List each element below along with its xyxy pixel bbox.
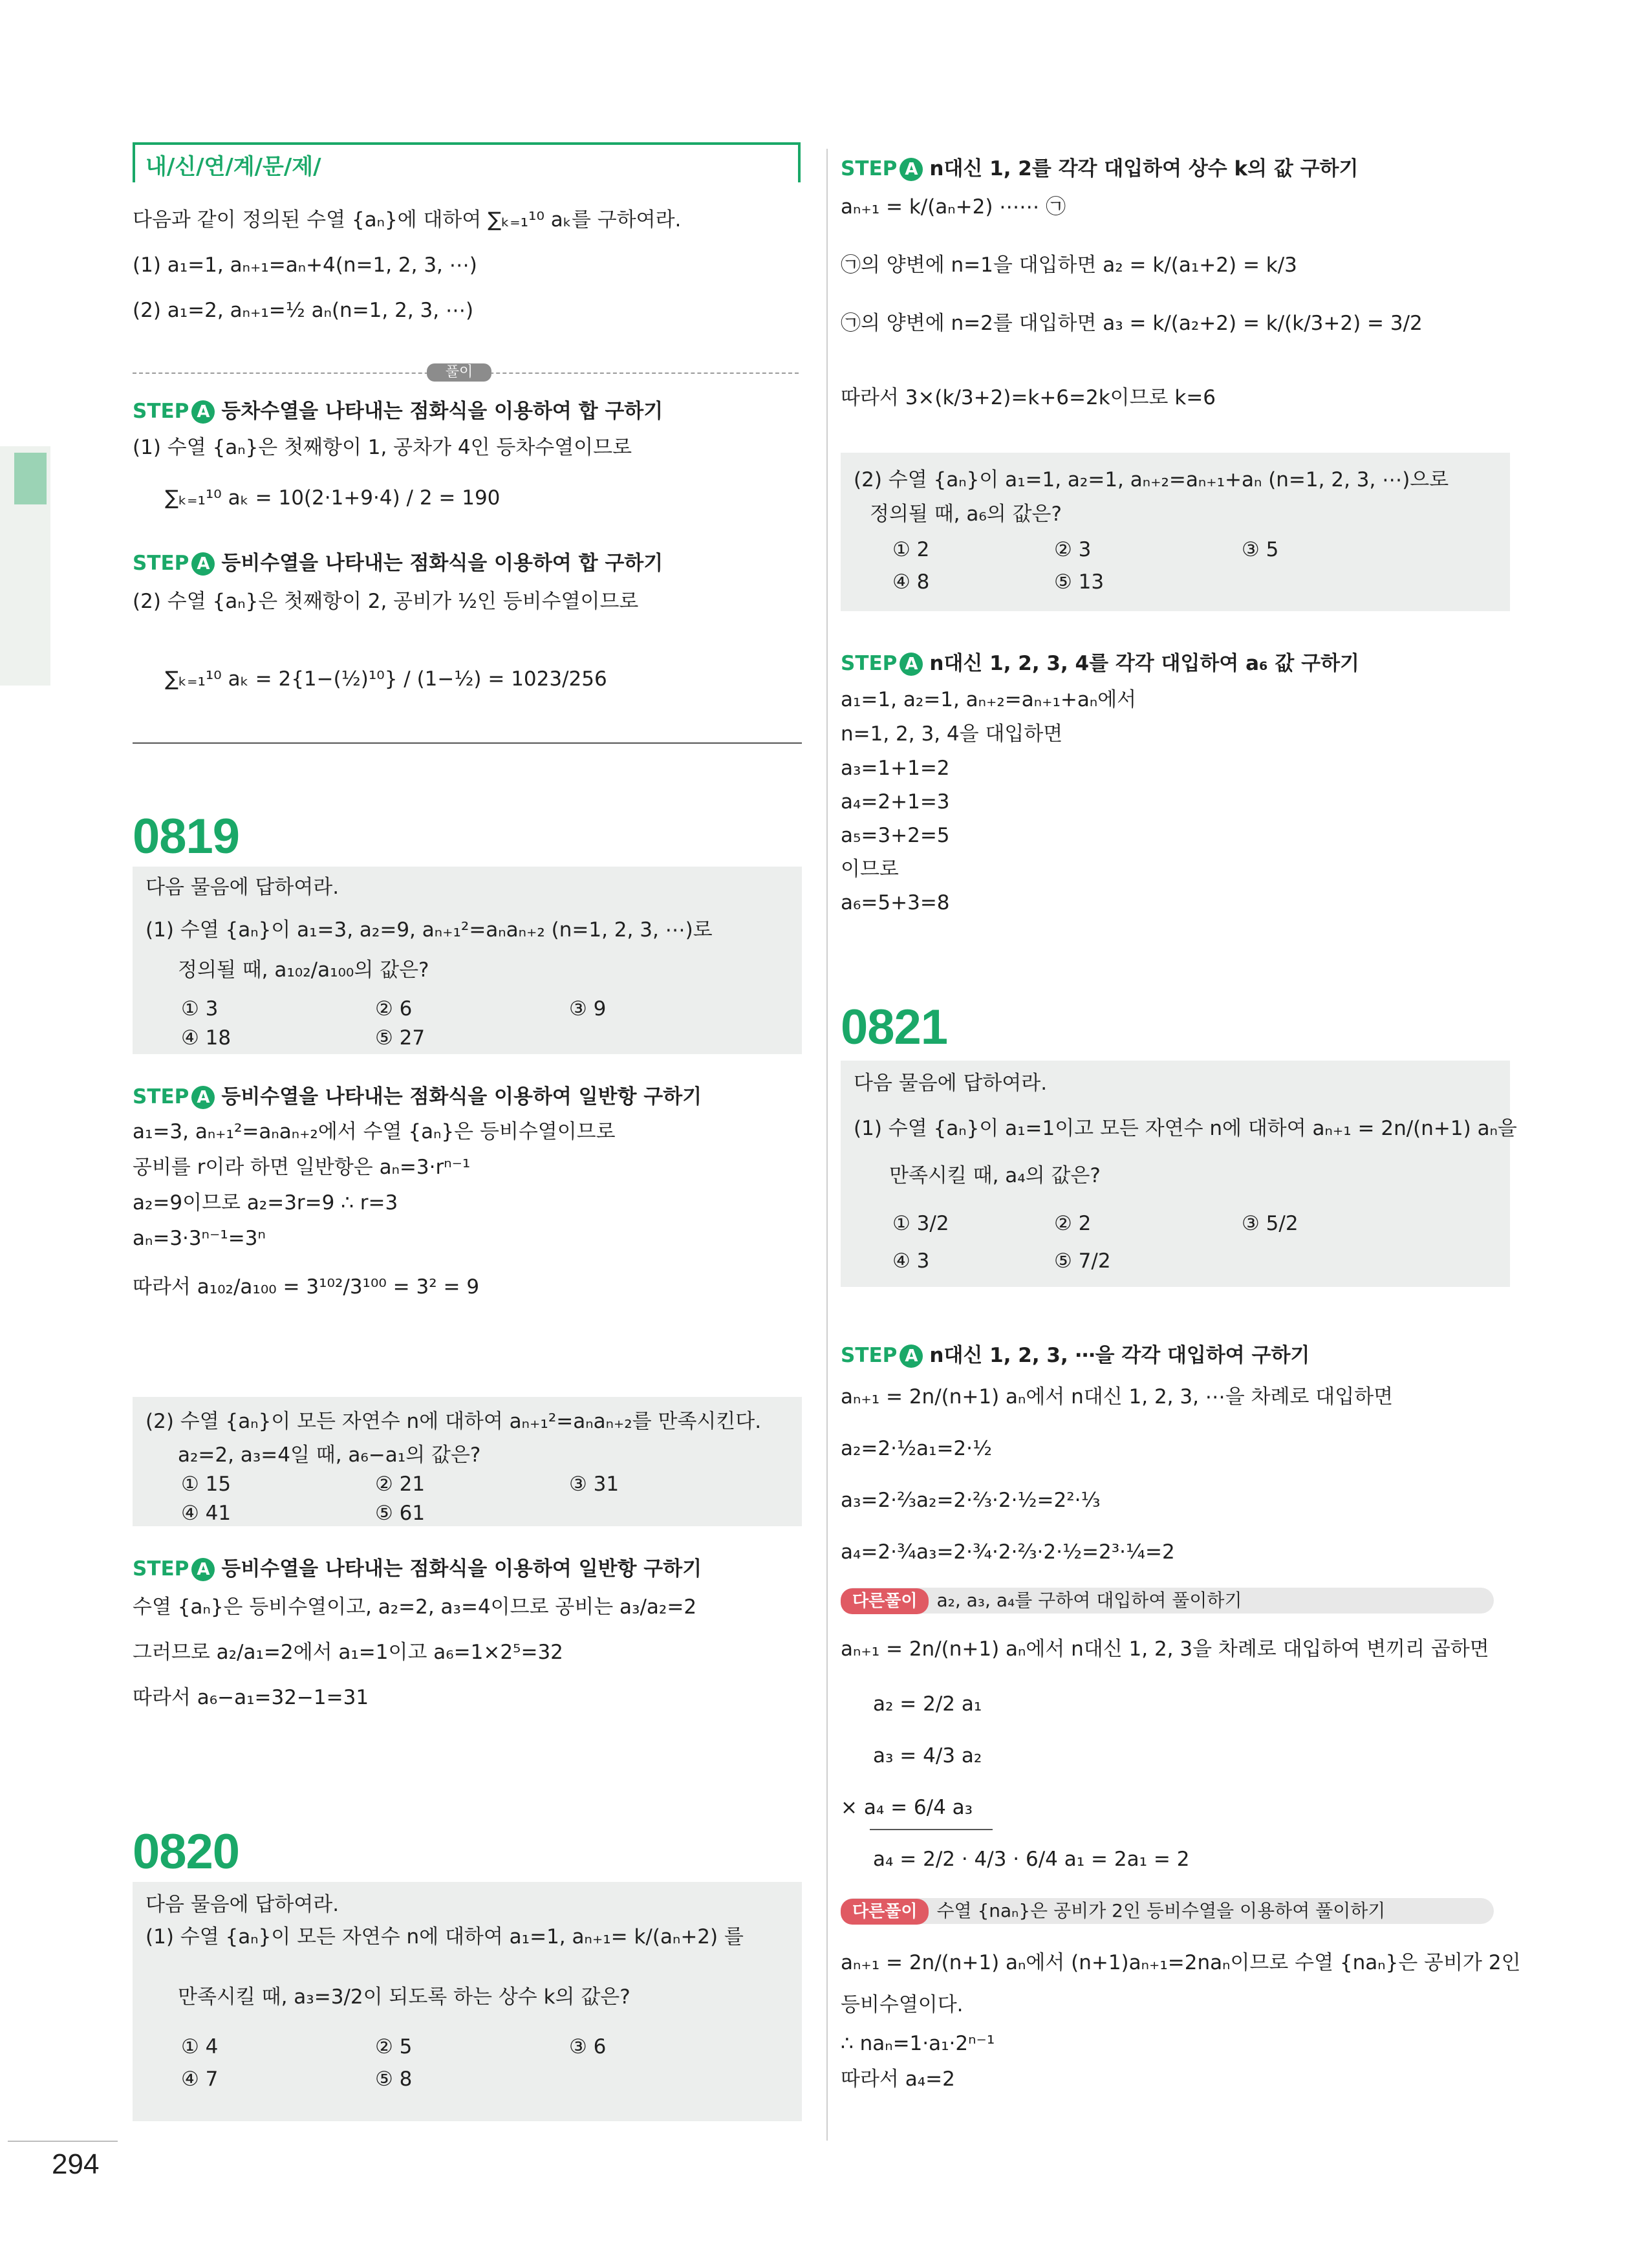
solution-line: 그러므로 a₂/a₁=2에서 a₁=1이고 a₆=1×2⁵=32 — [133, 1641, 563, 1664]
solution-line: a₂=2·½a₁=2·½ — [841, 1437, 993, 1460]
column-divider — [826, 149, 828, 2141]
solution-line: a₅=3+2=5 — [841, 824, 950, 847]
choice: ② 21 — [375, 1473, 426, 1496]
step-heading: STEP A n대신 1, 2를 각각 대입하여 상수 k의 값 구하기 — [841, 157, 1359, 180]
problem-number: 0821 — [841, 1000, 948, 1055]
chapter-tab — [14, 453, 47, 504]
choice: ⑤ 61 — [375, 1502, 426, 1525]
solution-tag: 풀이 — [427, 363, 491, 382]
choice: ③ 31 — [569, 1473, 620, 1496]
related-q2: (2) a₁=2, aₙ₊₁=½ aₙ(n=1, 2, 3, ⋯) — [133, 299, 474, 322]
alternate-solution-bar — [841, 1588, 1494, 1614]
solution-line: a₁=3, aₙ₊₁²=aₙaₙ₊₂에서 수열 {aₙ}은 등비수열이므로 — [133, 1120, 616, 1143]
choice: ② 6 — [375, 997, 413, 1021]
page-number: 294 — [52, 2148, 100, 2180]
choice: ④ 18 — [181, 1026, 232, 1050]
question-text: (1) 수열 {aₙ}이 a₁=3, a₂=9, aₙ₊₁²=aₙaₙ₊₂ (n=1, 2, 3, ⋯)로 — [146, 918, 713, 942]
question-text: (1) 수열 {aₙ}이 a₁=1이고 모든 자연수 n에 대하여 aₙ₊₁ = 2n/(n+1) aₙ을 — [854, 1117, 1517, 1140]
solution-line: a₄=2+1=3 — [841, 790, 950, 814]
choice: ② 5 — [375, 2035, 413, 2058]
solution-line: a₄=2·¾a₃=2·¾·2·⅔·2·½=2³·¼=2 — [841, 1540, 1175, 1564]
question-text: (1) 수열 {aₙ}이 모든 자연수 n에 대하여 a₁=1, aₙ₊₁= k/(aₙ+2) 를 — [146, 1925, 744, 1949]
choice: ① 3/2 — [892, 1212, 949, 1235]
alternate-solution-title: a₂, a₃, a₄를 구하여 대입하여 풀이하기 — [936, 1590, 1242, 1611]
solution-line: a₁=1, a₂=1, aₙ₊₂=aₙ₊₁+aₙ에서 — [841, 688, 1137, 711]
choice: ④ 8 — [892, 570, 930, 594]
section-rule — [133, 742, 802, 744]
solution-line: × a₄ = 6/4 a₃ — [841, 1796, 973, 1819]
choice: ⑤ 27 — [375, 1026, 426, 1050]
solution-line: 등비수열이다. — [841, 1993, 964, 2016]
solution-line: 따라서 a₆−a₁=32−1=31 — [133, 1686, 369, 1709]
choice: ③ 9 — [569, 997, 607, 1021]
solution-line: 따라서 a₁₀₂/a₁₀₀ = 3¹⁰²/3¹⁰⁰ = 3² = 9 — [133, 1275, 480, 1299]
step-heading: STEP A n대신 1, 2, 3, 4를 각각 대입하여 a₆ 값 구하기 — [841, 652, 1359, 675]
step-heading: STEP A n대신 1, 2, 3, ⋯을 각각 대입하여 구하기 — [841, 1344, 1310, 1367]
sum-formula: ∑ₖ₌₁¹⁰ aₖ = 10(2·1+9·4) / 2 = 190 — [165, 486, 501, 510]
alternate-solution-tag: 다른풀이 — [841, 1899, 929, 1925]
solution-line: aₙ₊₁ = k/(aₙ+2) ⋯⋯ ㉠ — [841, 195, 1066, 219]
solution-line: ㉠의 양변에 n=2를 대입하면 a₃ = k/(a₂+2) = k/(k/3+2) = 3/2 — [841, 312, 1423, 335]
solution-line: 이므로 — [841, 858, 899, 881]
choice: ① 2 — [892, 538, 930, 561]
choice: ④ 41 — [181, 1502, 232, 1525]
choice: ④ 3 — [892, 1249, 930, 1273]
related-intro: 다음과 같이 정의된 수열 {aₙ}에 대하여 ∑ₖ₌₁¹⁰ aₖ를 구하여라. — [133, 208, 682, 232]
choice: ③ 5 — [1242, 538, 1279, 561]
question-intro: 다음 물음에 답하여라. — [146, 876, 339, 899]
solution-line: a₃ = 4/3 a₂ — [873, 1744, 982, 1767]
question-intro: 다음 물음에 답하여라. — [146, 1893, 339, 1916]
solution-line: a₆=5+3=8 — [841, 891, 950, 914]
solution-line: a₂=9이므로 a₂=3r=9 ∴ r=3 — [133, 1191, 398, 1215]
alternate-solution-title: 수열 {naₙ}은 공비가 2인 등비수열을 이용하여 풀이하기 — [936, 1900, 1386, 1921]
step-heading: STEP A 등차수열을 나타내는 점화식을 이용하여 합 구하기 — [133, 400, 663, 423]
question-box — [841, 1061, 1517, 1287]
solution-line: aₙ₊₁ = 2n/(n+1) aₙ에서 (n+1)aₙ₊₁=2naₙ이므로 수열 {naₙ}은 공비가 2인 — [841, 1951, 1521, 1974]
choice: ⑤ 7/2 — [1054, 1249, 1111, 1273]
solution-line: aₙ=3·3ⁿ⁻¹=3ⁿ — [133, 1227, 266, 1250]
choice: ④ 7 — [181, 2068, 219, 2091]
question-text: 정의될 때, a₆의 값은? — [870, 502, 1062, 526]
solution-line: a₄ = 2/2 · 4/3 · 6/4 a₁ = 2a₁ = 2 — [873, 1848, 1190, 1871]
question-box — [133, 1882, 802, 2121]
choice: ⑤ 8 — [375, 2068, 413, 2091]
product-rule — [870, 1829, 993, 1830]
choice: ② 2 — [1054, 1212, 1092, 1235]
page-number-rule — [8, 2141, 118, 2142]
step-heading: STEP A 등비수열을 나타내는 점화식을 이용하여 일반항 구하기 — [133, 1085, 702, 1108]
choice: ⑤ 13 — [1054, 570, 1105, 594]
solution-line: n=1, 2, 3, 4을 대입하면 — [841, 722, 1063, 746]
solution-line: aₙ₊₁ = 2n/(n+1) aₙ에서 n대신 1, 2, 3을 차례로 대입하여 변끼리 곱하면 — [841, 1637, 1489, 1661]
alternate-solution-tag: 다른풀이 — [841, 1588, 929, 1614]
choice: ③ 5/2 — [1242, 1212, 1299, 1235]
solution-line: ∴ naₙ=1·a₁·2ⁿ⁻¹ — [841, 2032, 995, 2055]
question-text: 만족시킬 때, a₄의 값은? — [889, 1164, 1101, 1187]
problem-number: 0820 — [133, 1824, 240, 1879]
question-box — [133, 867, 802, 1054]
step-heading: STEP A 등비수열을 나타내는 점화식을 이용하여 합 구하기 — [133, 552, 663, 575]
solution-line: 따라서 3×(k/3+2)=k+6=2k이므로 k=6 — [841, 386, 1216, 409]
question-intro: 다음 물음에 답하여라. — [854, 1072, 1048, 1095]
choice: ② 3 — [1054, 538, 1092, 561]
solution-line: (1) 수열 {aₙ}은 첫째항이 1, 공차가 4인 등차수열이므로 — [133, 436, 632, 459]
sum-formula: ∑ₖ₌₁¹⁰ aₖ = 2{1−(½)¹⁰} / (1−½) = 1023/256 — [165, 667, 607, 691]
choice: ③ 6 — [569, 2035, 607, 2058]
choice: ① 15 — [181, 1473, 232, 1496]
question-text: 만족시킬 때, a₃=3/2이 되도록 하는 상수 k의 값은? — [178, 1985, 630, 2009]
solution-line: a₃=2·⅔a₂=2·⅔·2·½=2²·⅓ — [841, 1489, 1101, 1512]
solution-line: a₂ = 2/2 a₁ — [873, 1692, 982, 1716]
choice: ① 4 — [181, 2035, 219, 2058]
solution-line: 따라서 a₄=2 — [841, 2068, 955, 2091]
problem-number: 0819 — [133, 809, 240, 864]
related-problem-title: 내/신/연/계/문/제/ — [146, 154, 321, 180]
solution-line: 수열 {aₙ}은 등비수열이고, a₂=2, a₃=4이므로 공비는 a₃/a₂=2 — [133, 1595, 697, 1619]
step-heading: STEP A 등비수열을 나타내는 점화식을 이용하여 일반항 구하기 — [133, 1557, 702, 1581]
related-q1: (1) a₁=1, aₙ₊₁=aₙ+4(n=1, 2, 3, ⋯) — [133, 254, 477, 277]
solution-line: 공비를 r이라 하면 일반항은 aₙ=3·rⁿ⁻¹ — [133, 1156, 471, 1179]
alternate-solution-bar — [841, 1898, 1494, 1924]
solution-line: aₙ₊₁ = 2n/(n+1) aₙ에서 n대신 1, 2, 3, ⋯을 차례로 대입하면 — [841, 1385, 1394, 1409]
question-text: 정의될 때, a₁₀₂/a₁₀₀의 값은? — [178, 958, 429, 982]
solution-line: (2) 수열 {aₙ}은 첫째항이 2, 공비가 ½인 등비수열이므로 — [133, 590, 639, 613]
question-text: a₂=2, a₃=4일 때, a₆−a₁의 값은? — [178, 1443, 481, 1467]
question-box — [133, 1397, 802, 1526]
solution-line: a₃=1+1=2 — [841, 757, 950, 780]
choice: ① 3 — [181, 997, 219, 1021]
related-problem-header — [133, 142, 801, 182]
question-box — [841, 453, 1510, 611]
question-text: (2) 수열 {aₙ}이 모든 자연수 n에 대하여 aₙ₊₁²=aₙaₙ₊₂를 만족시킨다. — [146, 1410, 762, 1433]
solution-line: ㉠의 양변에 n=1을 대입하면 a₂ = k/(a₁+2) = k/3 — [841, 254, 1297, 277]
question-text: (2) 수열 {aₙ}이 a₁=1, a₂=1, aₙ₊₂=aₙ₊₁+aₙ (n=1, 2, 3, ⋯)으로 — [854, 468, 1449, 491]
